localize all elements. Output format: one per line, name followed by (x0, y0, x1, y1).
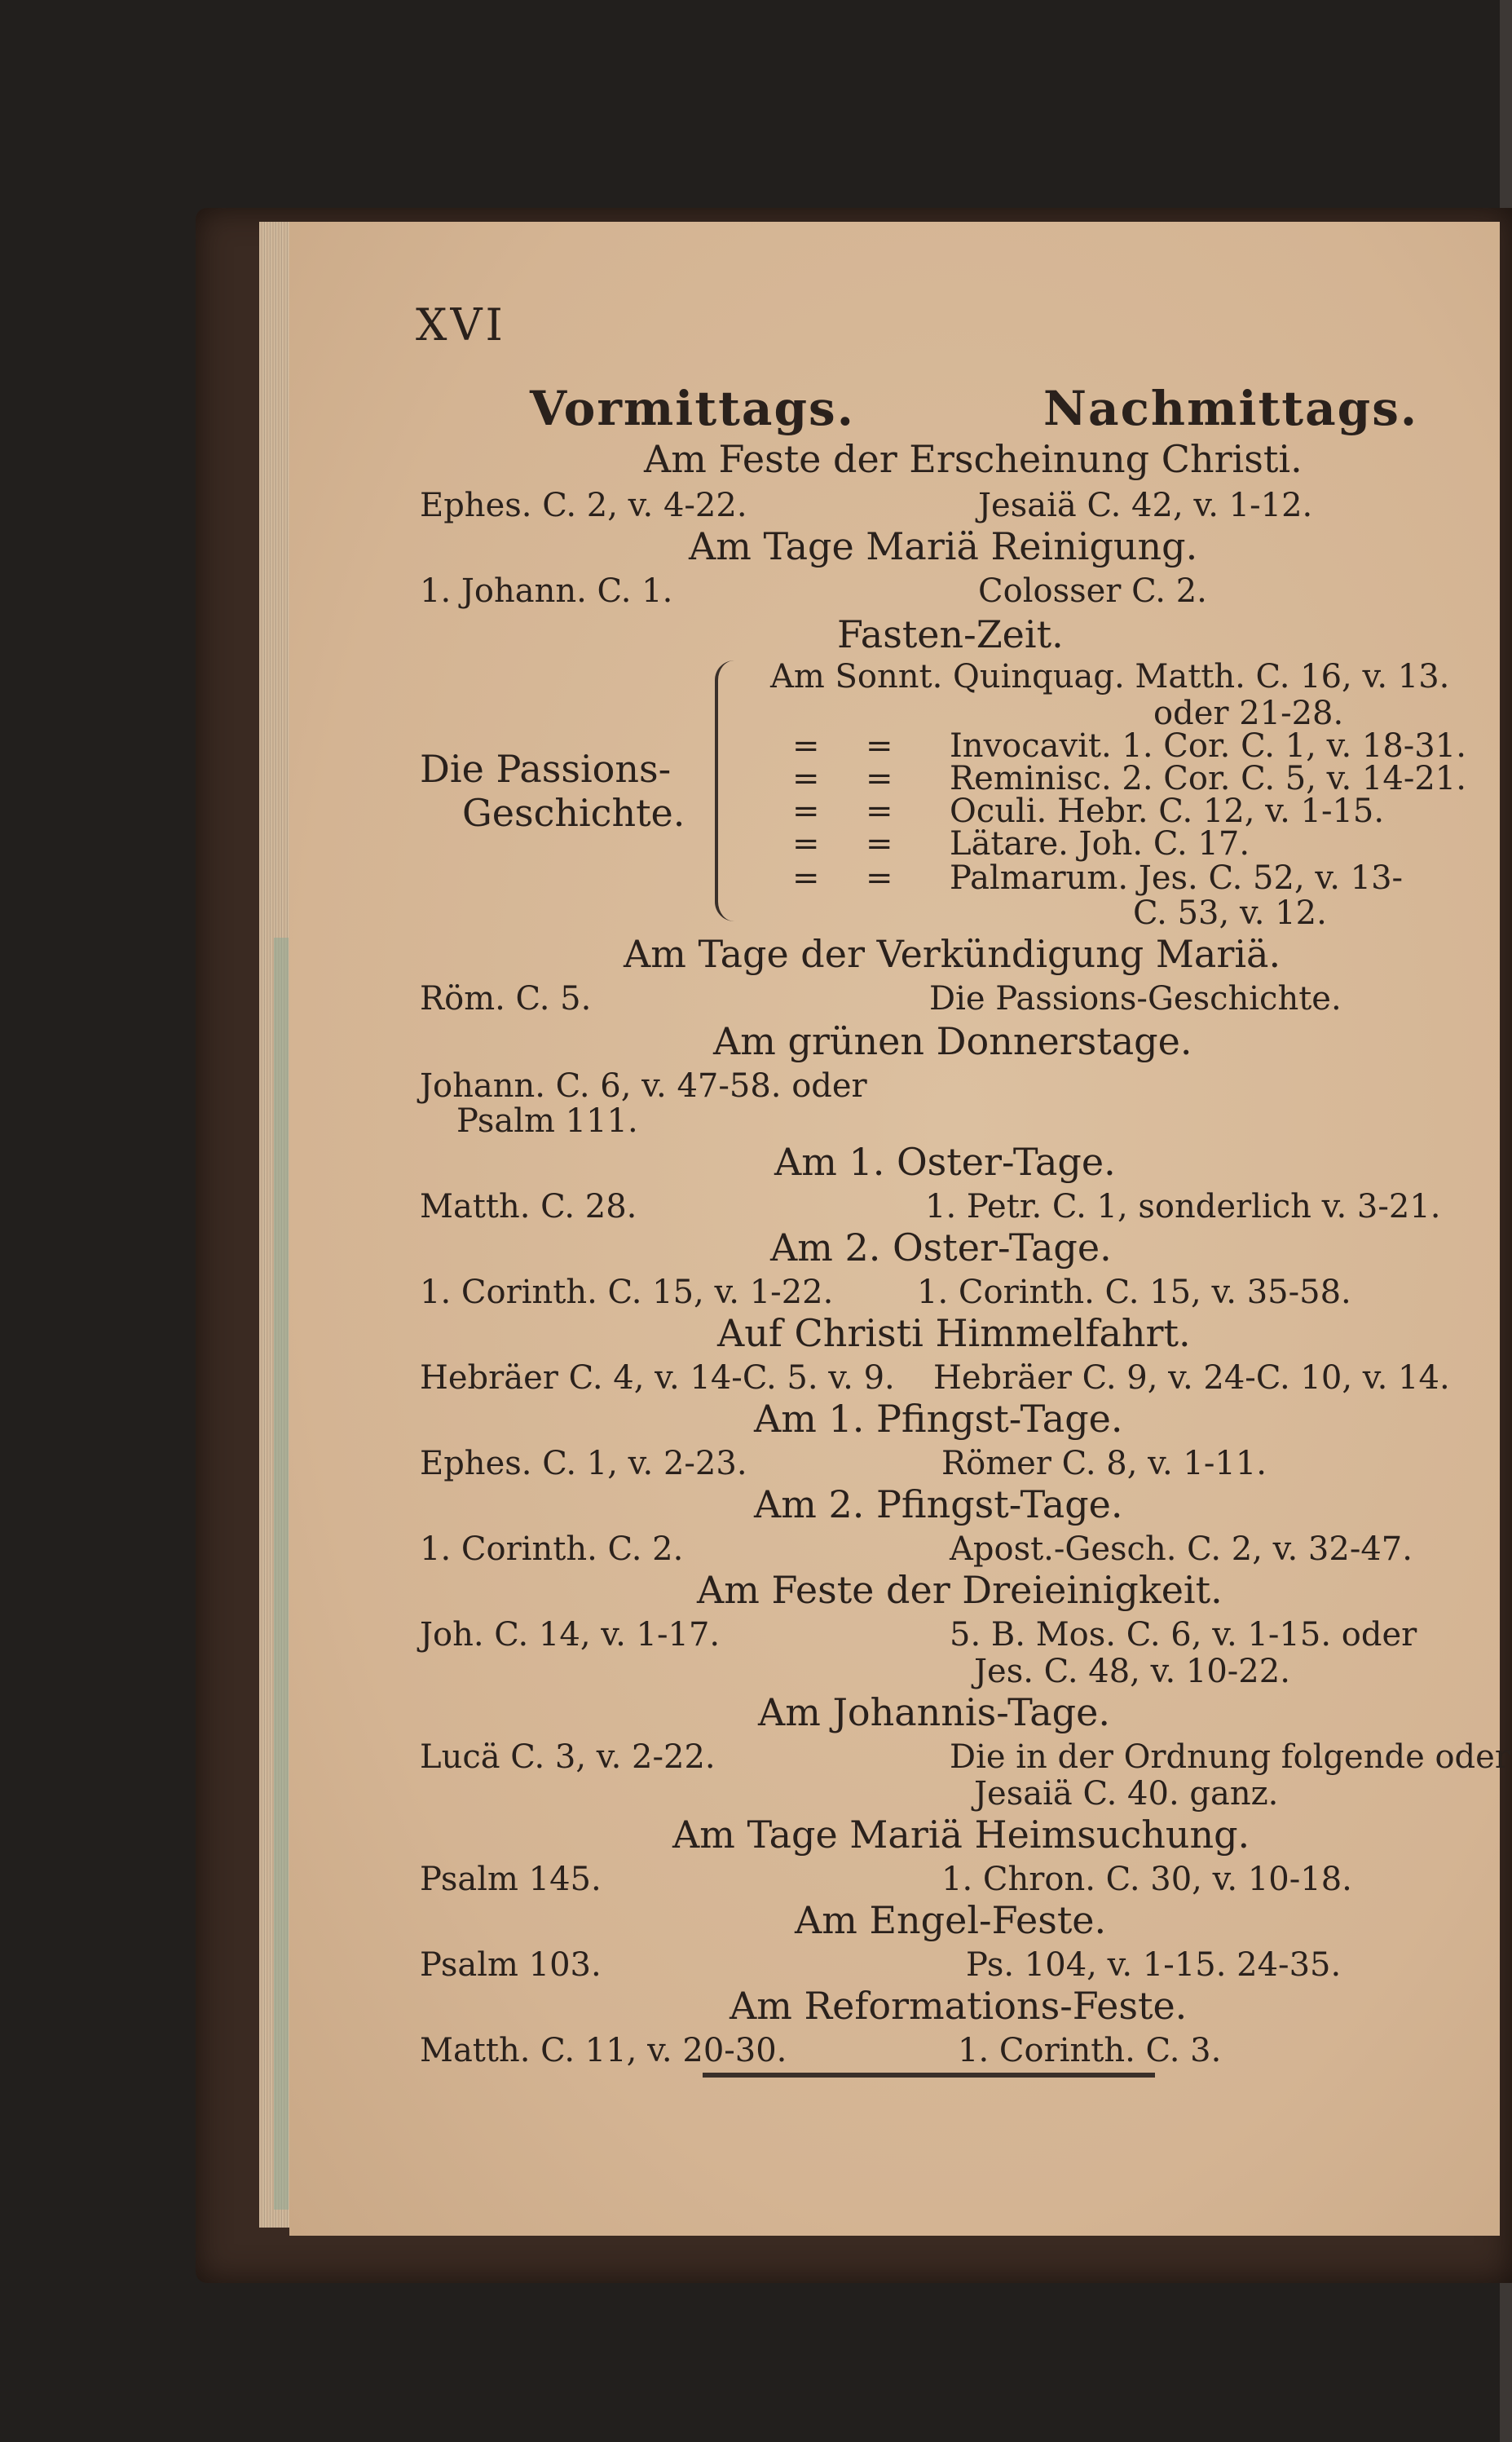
reading-afternoon: 5. B. Mos. C. 6, v. 1-15. oder (950, 1616, 1417, 1654)
book-page (289, 222, 1510, 2236)
reading-afternoon: Die Passions-Geschichte. (929, 980, 1342, 1018)
section-title: Am 2. Pfingst-Tage. (754, 1482, 1123, 1526)
ditto-mark: = (866, 727, 893, 765)
section-title: Auf Christi Himmelfahrt. (717, 1311, 1191, 1355)
reading-afternoon: 1. Chron. C. 30, v. 10-18. (941, 1861, 1352, 1898)
reading-afternoon: Jesaiä C. 40. ganz. (974, 1775, 1279, 1813)
ditto-mark: = (792, 760, 820, 797)
ditto-mark: = (866, 793, 893, 830)
section-title: Am Reformations-Feste. (730, 1984, 1188, 2028)
section-title: Fasten-Zeit. (837, 612, 1064, 656)
fasten-row: Lätare. Joh. C. 17. (950, 825, 1250, 863)
header-nachmittags: Nachmittags. (1043, 381, 1419, 436)
reading-afternoon: 1. Petr. C. 1, sonderlich v. 3-21. (925, 1188, 1441, 1225)
reading-afternoon: 1. Corinth. C. 15, v. 35-58. (917, 1274, 1351, 1311)
section-title: Am Tage Mariä Reinigung. (689, 524, 1198, 568)
reading-morning: Psalm 111. (456, 1102, 638, 1140)
reading-morning: Ephes. C. 2, v. 4-22. (420, 487, 747, 524)
section-title: Am 1. Pfingst-Tage. (754, 1397, 1123, 1441)
fasten-row: C. 53, v. 12. (1133, 894, 1327, 932)
reading-afternoon: Jesaiä C. 42, v. 1-12. (978, 487, 1313, 524)
closing-rule (703, 2073, 1155, 2078)
reading-morning: Lucä C. 3, v. 2-22. (420, 1738, 716, 1776)
fasten-row: Palmarum. Jes. C. 52, v. 13- (950, 859, 1404, 897)
reading-morning: Johann. C. 6, v. 47-58. oder (420, 1067, 867, 1105)
section-title: Am Feste der Erscheinung Christi. (644, 437, 1303, 481)
section-title: Am Tage der Verkündigung Mariä. (624, 932, 1281, 976)
bracket (715, 660, 734, 921)
reading-afternoon: Colosser C. 2. (978, 572, 1207, 610)
section-title: Am 1. Oster-Tage. (774, 1140, 1116, 1184)
reading-afternoon: Apost.-Gesch. C. 2, v. 32-47. (950, 1530, 1413, 1568)
reading-morning: Röm. C. 5. (420, 980, 592, 1018)
reading-morning: 1. Johann. C. 1. (420, 572, 673, 610)
reading-afternoon: Römer C. 8, v. 1-11. (941, 1445, 1267, 1482)
reading-afternoon: Ps. 104, v. 1-15. 24-35. (966, 1946, 1342, 1984)
reading-morning: 1. Corinth. C. 15, v. 1-22. (420, 1274, 834, 1311)
reading-afternoon: Jes. C. 48, v. 10-22. (974, 1653, 1290, 1690)
ditto-mark: = (792, 727, 820, 765)
reading-morning: Ephes. C. 1, v. 2-23. (420, 1445, 747, 1482)
ditto-mark: = (866, 825, 893, 863)
ditto-mark: = (792, 825, 820, 863)
reading-afternoon: 1. Corinth. C. 3. (958, 2032, 1222, 2069)
reading-morning: Joh. C. 14, v. 1-17. (420, 1616, 721, 1654)
reading-morning: Hebräer C. 4, v. 14-C. 5. v. 9. (420, 1359, 895, 1397)
section-title: Am 2. Oster-Tage. (770, 1225, 1112, 1270)
section-title: Am Feste der Dreieinigkeit. (697, 1568, 1223, 1612)
reading-morning: Psalm 103. (420, 1946, 602, 1984)
ditto-mark: = (792, 859, 820, 897)
fasten-row: Invocavit. 1. Cor. C. 1, v. 18-31. (950, 727, 1466, 765)
fasten-side-label: Geschichte. (462, 791, 685, 835)
reading-afternoon: Hebräer C. 9, v. 24-C. 10, v. 14. (933, 1359, 1450, 1397)
ditto-mark: = (866, 760, 893, 797)
fasten-row: Reminisc. 2. Cor. C. 5, v. 14-21. (950, 760, 1466, 797)
reading-morning: Matth. C. 11, v. 20-30. (420, 2032, 787, 2069)
section-title: Am Johannis-Tage. (758, 1690, 1110, 1734)
section-title: Am Tage Mariä Heimsuchung. (672, 1813, 1250, 1857)
ditto-mark: = (792, 793, 820, 830)
fasten-side-label: Die Passions- (420, 747, 672, 791)
section-title: Am Engel-Feste. (795, 1898, 1107, 1942)
section-title: Am grünen Donnerstage. (713, 1019, 1192, 1063)
reading-morning: Psalm 145. (420, 1861, 602, 1898)
fasten-row: oder 21-28. (1153, 695, 1344, 732)
page-number: XVI (416, 299, 506, 351)
page-edge-stain (274, 938, 289, 2210)
ditto-mark: = (866, 859, 893, 897)
header-vormittags: Vormittags. (530, 381, 855, 436)
fasten-row: Am Sonnt. Quinquag. Matth. C. 16, v. 13. (770, 658, 1450, 696)
reading-morning: Matth. C. 28. (420, 1188, 637, 1225)
reading-morning: 1. Corinth. C. 2. (420, 1530, 684, 1568)
fasten-row: Oculi. Hebr. C. 12, v. 1-15. (950, 793, 1385, 830)
reading-afternoon: Die in der Ordnung folgende oder (950, 1738, 1510, 1776)
